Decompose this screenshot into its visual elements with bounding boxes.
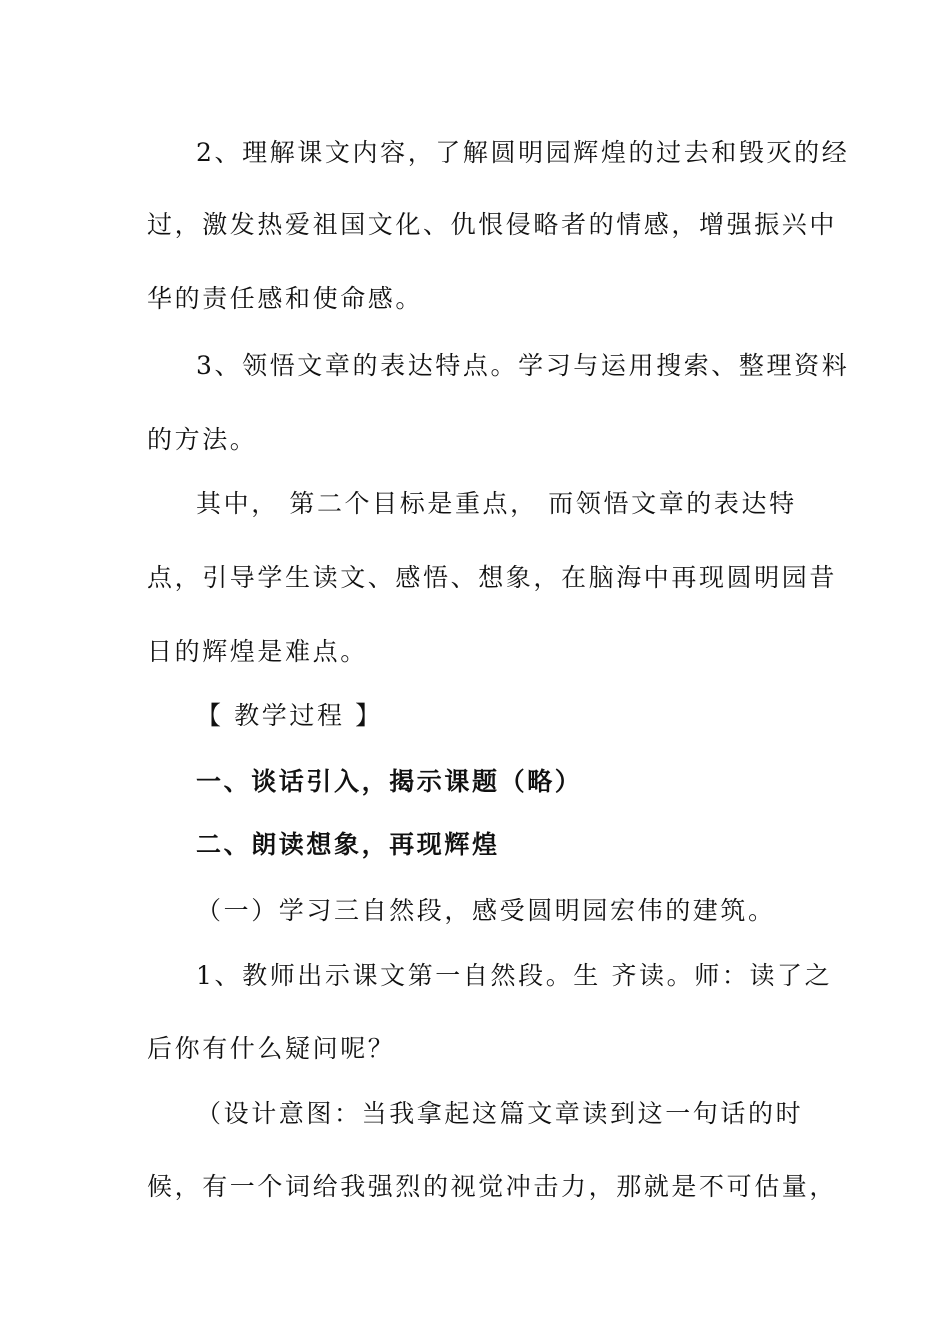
objective-3-line-2: 的方法。 bbox=[147, 425, 258, 454]
design-intent-line-2: 候，有一个词给我强烈的视觉冲击力，那就是不可估量， bbox=[147, 1172, 838, 1201]
objective-2-line-3: 华的责任感和使命感。 bbox=[147, 284, 424, 313]
key-points-line-2: 点，引导学生读文、感悟、想象，在脑海中再现圆明园昔 bbox=[147, 563, 838, 592]
heading-part-1: 一、谈话引入，揭示课题（略） bbox=[196, 767, 583, 796]
objective-2-line-2: 过，激发热爱祖国文化、仇恨侵略者的情感，增强振兴中 bbox=[147, 210, 838, 239]
heading-part-2: 二、朗读想象，再现辉煌 bbox=[196, 830, 500, 859]
section-heading-teaching-process: 【 教学过程 】 bbox=[196, 701, 383, 730]
subheading-part-2-1: （一）学习三自然段，感受圆明园宏伟的建筑。 bbox=[196, 896, 776, 925]
objective-3-line-1: 3、领悟文章的表达特点。学习与运用搜索、整理资料 bbox=[196, 351, 850, 380]
design-intent-line-1: （设计意图：当我拿起这篇文章读到这一句话的时 bbox=[196, 1099, 804, 1128]
objective-2-line-1: 2、理解课文内容，了解圆明园辉煌的过去和毁灭的经 bbox=[196, 138, 850, 167]
key-points-line-1: 其中， 第二个目标是重点， 而领悟文章的表达特 bbox=[196, 489, 797, 518]
key-points-line-3: 日的辉煌是难点。 bbox=[147, 637, 368, 666]
step-1-line-2: 后你有什么疑问呢？ bbox=[147, 1034, 396, 1063]
step-1-line-1: 1、教师出示课文第一自然段。生 齐读。师：读了之 bbox=[196, 961, 833, 990]
